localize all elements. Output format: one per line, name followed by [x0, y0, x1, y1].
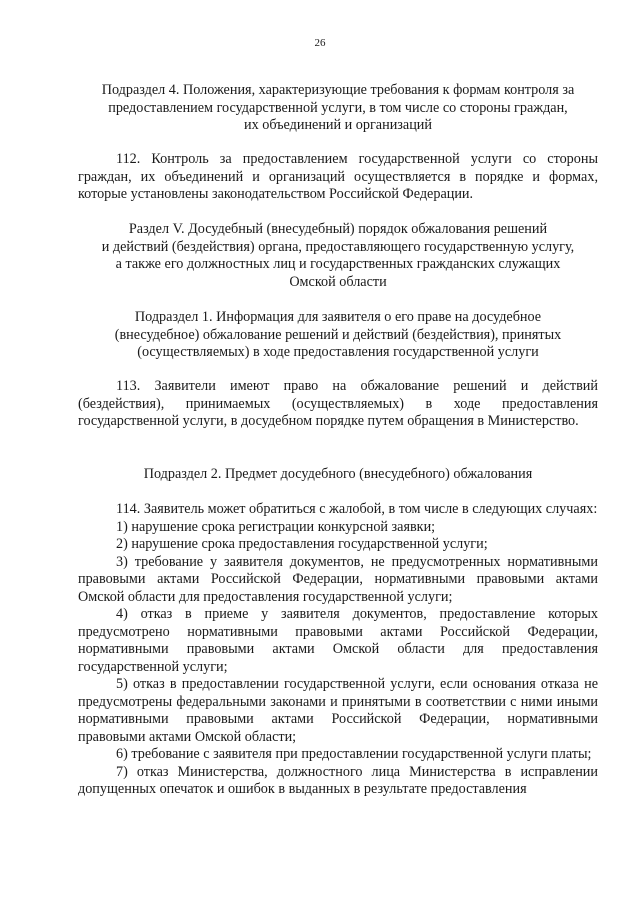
- list-item: 1) нарушение срока регистрации конкурсной заявки;: [116, 518, 436, 535]
- subsection-2-heading: [78, 466, 598, 484]
- list-item: 5) отказ в предоставлении государственной услуги, если основания отказа не предусмотрены федеральными законами и принятыми в соответствии с ними иными нормативными правовыми актами Российской Федерации, нормативными правовыми актами Омской области;: [78, 676, 598, 745]
- paragraph-113: [78, 378, 598, 431]
- paragraph-text: 112. Контроль за предоставлением государственной услуги со стороны граждан, их объединений и организаций осуществляется в порядке и формах, которые установлены законодательством Российской Федерации.: [78, 151, 598, 202]
- paragraph-text: 114. Заявитель может обратиться с жалобой, в том числе в следующих случаях:: [116, 501, 598, 517]
- paragraph-112: [78, 151, 598, 204]
- list-item: 7) отказ Министерства, должностного лица Министерства в исправлении допущенных опечаток и ошибок в выданных в результате предоставления: [78, 763, 598, 797]
- section-5-heading: [78, 221, 598, 291]
- heading-line: (внесудебное) обжалование решений и действий (бездействия), принятых: [114, 326, 562, 343]
- subsection-1-heading: [78, 309, 598, 362]
- paragraph-114: [78, 501, 598, 799]
- list-item: 6) требование с заявителя при предоставлении государственной услуги платы;: [116, 746, 592, 762]
- heading-line: и действий (бездействия) органа, предоставляющего государственную услугу,: [101, 238, 575, 255]
- heading-line: Омской области: [289, 273, 387, 290]
- heading-line: Раздел V. Досудебный (внесудебный) порядок обжалования решений: [128, 221, 548, 237]
- heading-line: Подраздел 4. Положения, характеризующие требования к формам контроля за: [101, 82, 575, 98]
- heading-line: их объединений и организаций: [244, 117, 432, 133]
- heading-line: Подраздел 1. Информация для заявителя о его праве на досудебное: [134, 309, 542, 325]
- subsection-4-heading: [78, 82, 598, 135]
- heading-line: а также его должностных лиц и государственных гражданских служащих: [115, 256, 561, 272]
- heading-line: предоставлением государственной услуги, в том числе со стороны граждан,: [108, 99, 568, 116]
- list-item: 2) нарушение срока предоставления государственной услуги;: [116, 536, 488, 552]
- page-number: 26: [314, 37, 326, 49]
- heading-line: (осуществляемых) в ходе предоставления государственной услуги: [137, 344, 539, 360]
- list-item: 4) отказ в приеме у заявителя документов, предоставление которых предусмотрено нормативными правовыми актами Российской Федерации, нормативными правовыми актами Омской области для предоставления государственной услуги;: [78, 606, 598, 675]
- paragraph-text: 113. Заявители имеют право на обжалование решений и действий (бездействия), принимаемых (осуществляемых) в ходе предоставления государственной услуги, в досудебном порядке путем обращения в Министерство.: [78, 378, 598, 429]
- list-item: 3) требование у заявителя документов, не предусмотренных нормативными правовыми актами Российской Федерации, нормативными правовыми актами Омской области для предоставления государственной услуги;: [78, 553, 598, 605]
- heading-line: Подраздел 2. Предмет досудебного (внесудебного) обжалования: [143, 466, 533, 482]
